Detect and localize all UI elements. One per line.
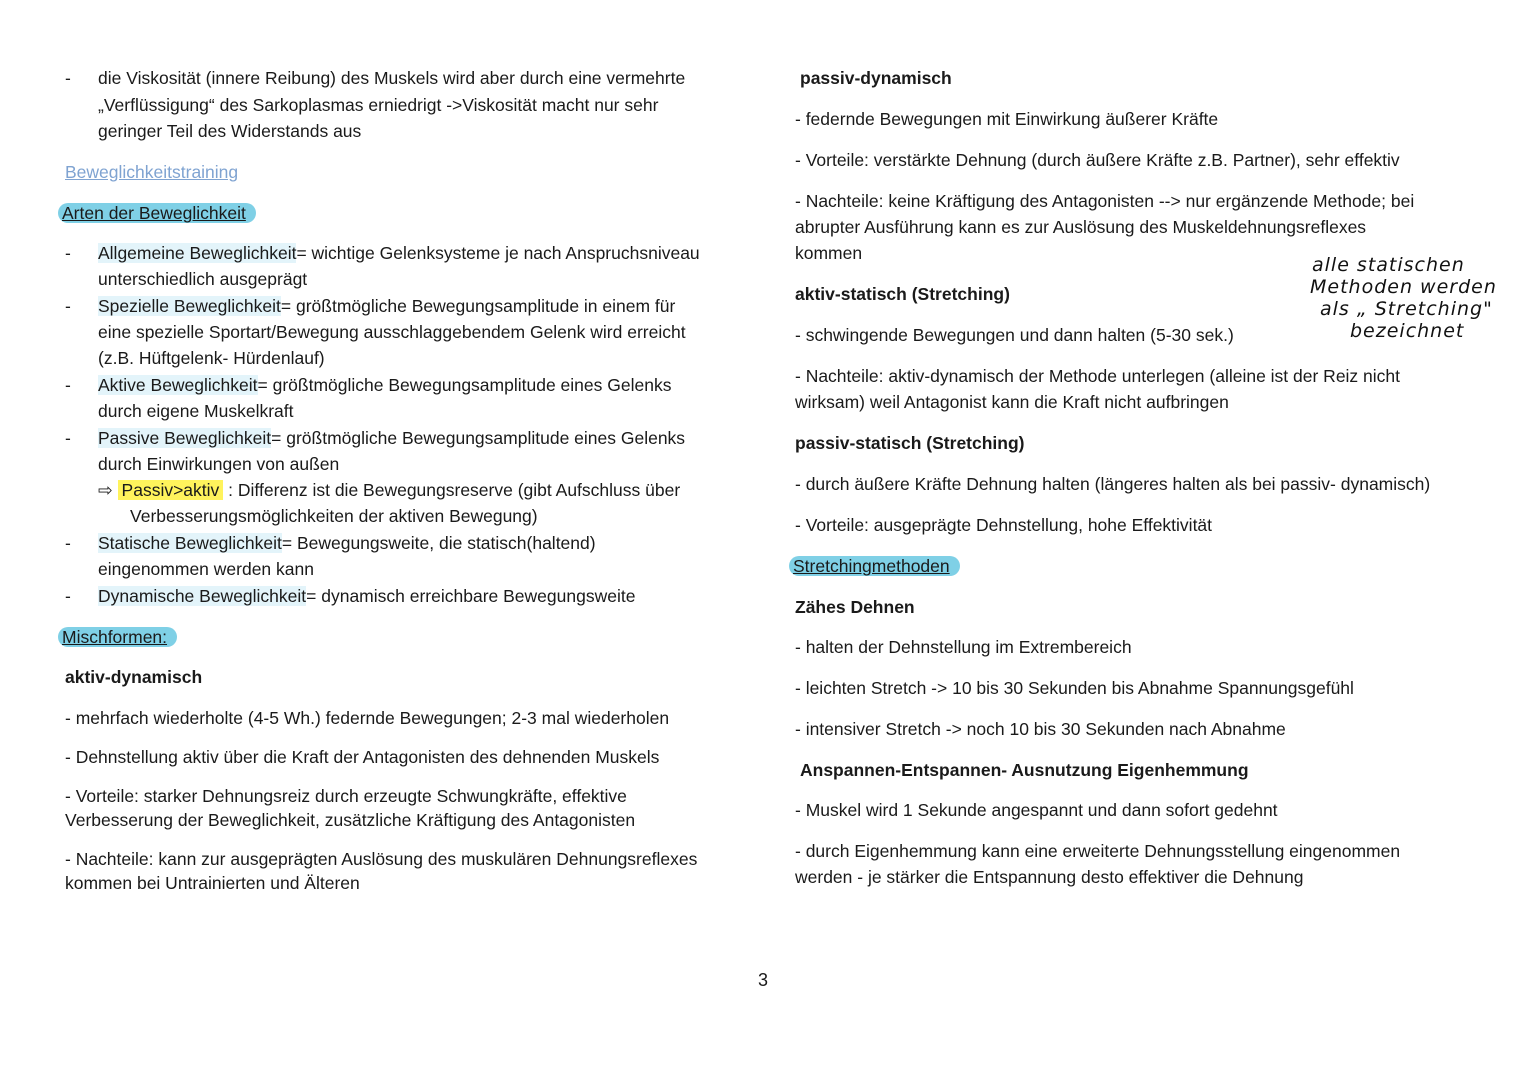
statisch-item [98,532,596,554]
zd-line3: - intensiver Stretch -> noch 10 bis 30 Sekunden nach Abnahme [795,719,1286,739]
zaehes-dehnen-title: Zähes Dehnen [795,597,915,617]
ae-line3: werden - je stärker die Entspannung desto effektiver die Dehnung [795,867,1304,887]
as-nachteile2: wirksam) weil Antagonist kann die Kraft nicht aufbringen [795,392,1229,412]
allgemein-term: Allgemeine Beweglichkeit [98,243,297,263]
statisch-term: Statische Beweglichkeit [98,533,282,553]
dynamisch-term: Dynamische Beweglichkeit [98,586,307,606]
passiv-dynamisch-title: passiv-dynamisch [800,68,952,88]
ae-line1: - Muskel wird 1 Sekunde angespannt und dann sofort gedehnt [795,800,1278,820]
handnote-line: Methoden werden [1310,276,1497,298]
aktiv-dynamisch-title: aktiv-dynamisch [65,667,203,687]
differenz-line2: Verbesserungsmöglichkeiten der aktiven Bewegung) [130,506,538,526]
stretching-heading [789,555,960,577]
allgemein-line2: unterschiedlich ausgeprägt [98,269,308,289]
ad-vorteile1: - Vorteile: starker Dehnungsreiz durch erzeugte Schwungkräfte, effektive [65,786,627,806]
aktiv-statisch-title: aktiv-statisch (Stretching) [795,284,1010,304]
page-number: 3 [758,970,769,990]
differenz-text: : Differenz ist die Bewegungsreserve (gibt Aufschluss über [228,480,681,500]
pd-nachteile3: kommen [795,243,863,263]
beweglichkeitstraining-link[interactable]: Beweglichkeitstraining [65,162,239,182]
passiv-aktiv-line [98,479,680,501]
speziell-term: Spezielle Beweglichkeit [98,296,281,316]
aktiv-line2: durch eigene Muskelkraft [98,401,294,421]
pd-nachteile1: - Nachteile: keine Kräftigung des Antagonisten --> nur ergänzende Methode; bei [795,191,1415,211]
passiv-item [98,427,685,449]
mischformen-heading-text: Mischformen: [58,627,177,647]
aktiv-term: Aktive Beweglichkeit [98,375,258,395]
dynamisch-item [98,585,635,607]
ad-nachteile1: - Nachteile: kann zur ausgeprägten Auslösung des muskulären Dehnungsreflexes [65,849,698,869]
allgemein-definition: = wichtige Gelenksysteme je nach Anspruchsniveau [296,243,700,263]
viskositaet-line: geringer Teil des Widerstands aus [98,121,362,141]
arten-heading-text: Arten der Beweglichkeit [58,203,256,223]
anspannen-title: Anspannen-Entspannen- Ausnutzung Eigenhemmung [800,760,1249,780]
viskositaet-line: die Viskosität (innere Reibung) des Muskels wird aber durch eine vermehrte [98,68,686,88]
stretching-heading-text: Stretchingmethoden [789,556,960,576]
speziell-item [98,295,675,317]
ad-line1: - mehrfach wiederholte (4-5 Wh.) federnde Bewegungen; 2-3 mal wiederholen [65,708,670,728]
passiv-aktiv-highlight: Passiv>aktiv [118,480,224,500]
aktiv-definition: = größtmögliche Bewegungsamplitude eines Gelenks [257,375,672,395]
pd-vorteile: - Vorteile: verstärkte Dehnung (durch äußere Kräfte z.B. Partner), sehr effektiv [795,150,1400,170]
zd-line2: - leichten Stretch -> 10 bis 30 Sekunden bis Abnahme Spannungsgefühl [795,678,1354,698]
ps-line1: - durch äußere Kräfte Dehnung halten (längeres halten als bei passiv- dynamisch) [795,474,1431,494]
as-nachteile1: - Nachteile: aktiv-dynamisch der Methode unterlegen (alleine ist der Reiz nicht [795,366,1401,386]
handnote-line: alle statischen [1312,254,1465,276]
ad-vorteile2: Verbesserung der Beweglichkeit, zusätzliche Kräftigung des Antagonisten [65,810,636,830]
passiv-line2: durch Einwirkungen von außen [98,454,340,474]
ad-line2: - Dehnstellung aktiv über die Kraft der Antagonisten des dehnenden Muskels [65,747,660,767]
passiv-statisch-title: passiv-statisch (Stretching) [795,433,1025,453]
aktiv-item [98,374,671,396]
ps-vorteile: - Vorteile: ausgeprägte Dehnstellung, hohe Effektivität [795,515,1213,535]
pd-nachteile2: abrupter Ausführung kann es zur Auslösung des Muskeldehnungsreflexes [795,217,1367,237]
speziell-line3: (z.B. Hüftgelenk- Hürdenlauf) [98,348,325,368]
ae-line2: - durch Eigenhemmung kann eine erweiterte Dehnungsstellung eingenommen [795,841,1401,861]
bullet-dash: - [65,375,71,395]
viskositaet-line: „Verflüssigung“ des Sarkoplasmas erniedrigt ->Viskosität macht nur sehr [98,95,659,115]
bullet-dash: - [65,68,71,88]
bullet-dash: - [65,586,71,606]
passiv-term: Passive Beweglichkeit [98,428,272,448]
ad-nachteile2: kommen bei Untrainierten und Älteren [65,873,360,893]
bullet-dash: - [65,243,71,263]
bullet-dash: - [65,428,71,448]
handnote-line: bezeichnet [1350,320,1465,342]
zd-line1: - halten der Dehnstellung im Extrembereich [795,637,1132,657]
arrow-icon: ⇨ [98,480,113,500]
dynamisch-definition: = dynamisch erreichbare Bewegungsweite [306,586,636,606]
passiv-definition: = größtmögliche Bewegungsamplitude eines Gelenks [271,428,686,448]
bullet-dash: - [65,533,71,553]
handnote-line: als „ Stretching" [1320,298,1493,320]
mischformen-heading [58,626,177,648]
speziell-definition: = größtmögliche Bewegungsamplitude in einem für [280,296,676,316]
speziell-line2: eine spezielle Sportart/Bewegung ausschlaggebendem Gelenk wird erreicht [98,322,686,342]
statisch-definition: = Bewegungsweite, die statisch(haltend) [281,533,596,553]
allgemein-item [98,242,700,264]
pd-line1: - federnde Bewegungen mit Einwirkung äußerer Kräfte [795,109,1219,129]
arten-heading [58,202,256,224]
bullet-dash: - [65,296,71,316]
statisch-line2: eingenommen werden kann [98,559,314,579]
as-line1: - schwingende Bewegungen und dann halten (5-30 sek.) [795,325,1234,345]
